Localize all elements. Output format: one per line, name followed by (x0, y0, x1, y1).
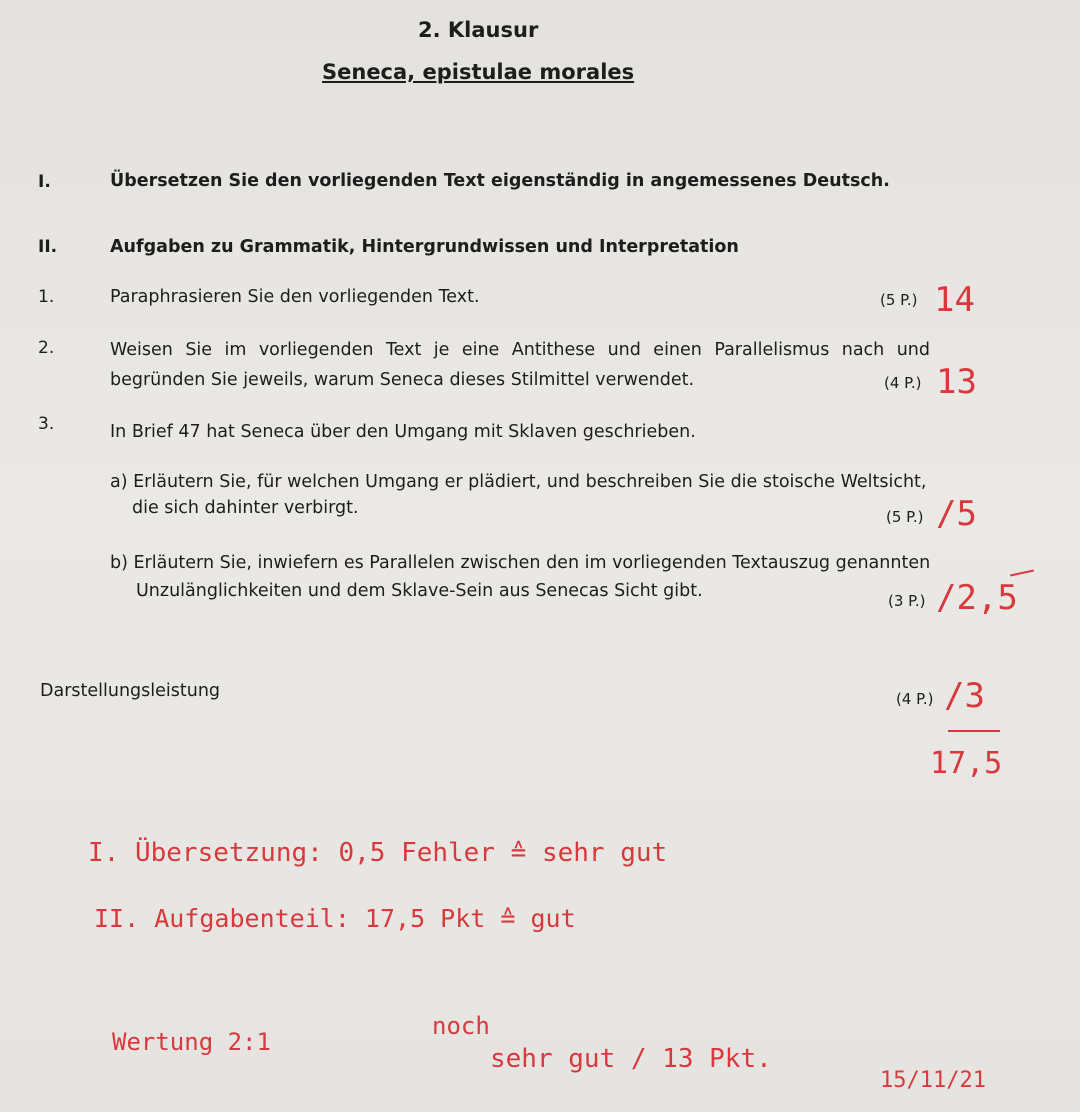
task-points-2: (4 P.) (884, 374, 922, 392)
subtask-b-points: (3 P.) (888, 592, 926, 610)
subtask-a-line1: a) Erläutern Sie, für welchen Umgang er plädiert, und beschreiben Sie die stoische Weltsicht, (110, 472, 927, 492)
comment-noch: noch (432, 1012, 490, 1040)
task-grade-2: 13 (936, 362, 977, 402)
total-score: 17,5 (930, 746, 1003, 781)
comment-tasks: II. Aufgabenteil: 17,5 Pkt ≙ gut (94, 904, 576, 933)
task-points-1: (5 P.) (880, 291, 918, 309)
exam-subtitle: Seneca, epistulae morales (322, 60, 635, 84)
grade-mark-stroke (1010, 570, 1034, 577)
subtask-b-line1: b) Erläutern Sie, inwiefern es Parallelen zwischen den im vorliegenden Textauszug genannten (110, 553, 931, 573)
task-number-2: 2. (38, 338, 55, 358)
task-text-2-line1: Weisen Sie im vorliegenden Text je eine Antithese und einen Parallelismus nach und (110, 340, 930, 360)
section-numeral-1: I. (38, 172, 51, 192)
task-text-3: In Brief 47 hat Seneca über den Umgang mit Sklaven geschrieben. (110, 422, 696, 442)
section-text-tasks: Aufgaben zu Grammatik, Hintergrundwissen und Interpretation (110, 237, 739, 257)
sum-line (948, 730, 1000, 732)
subtask-a-points: (5 P.) (886, 508, 924, 526)
comment-final-grade: sehr gut / 13 Pkt. (490, 1044, 772, 1074)
comment-translation: I. Übersetzung: 0,5 Fehler ≙ sehr gut (88, 838, 668, 868)
task-grade-1: 14 (934, 280, 975, 320)
presentation-label: Darstellungsleistung (40, 681, 221, 701)
section-text-translation: Übersetzen Sie den vorliegenden Text eigenständig in angemessenes Deutsch. (110, 171, 890, 191)
subtask-a-grade: /5 (936, 494, 977, 534)
exam-title: 2. Klausur (418, 18, 539, 42)
task-number-1: 1. (38, 287, 55, 307)
comment-date: 15/11/21 (880, 1068, 986, 1093)
task-number-3: 3. (38, 414, 55, 434)
presentation-grade: /3 (944, 676, 985, 716)
subtask-a-line2: die sich dahinter verbirgt. (132, 498, 359, 518)
presentation-points: (4 P.) (896, 690, 934, 708)
comment-weighting: Wertung 2:1 (112, 1028, 271, 1056)
subtask-b-grade: /2,5 (936, 578, 1018, 618)
task-text-1: Paraphrasieren Sie den vorliegenden Text. (110, 287, 480, 307)
section-numeral-2: II. (38, 237, 58, 257)
subtask-b-line2: Unzulänglichkeiten und dem Sklave-Sein aus Senecas Sicht gibt. (136, 581, 703, 601)
task-text-2-line2: begründen Sie jeweils, warum Seneca dieses Stilmittel verwendet. (110, 370, 695, 390)
